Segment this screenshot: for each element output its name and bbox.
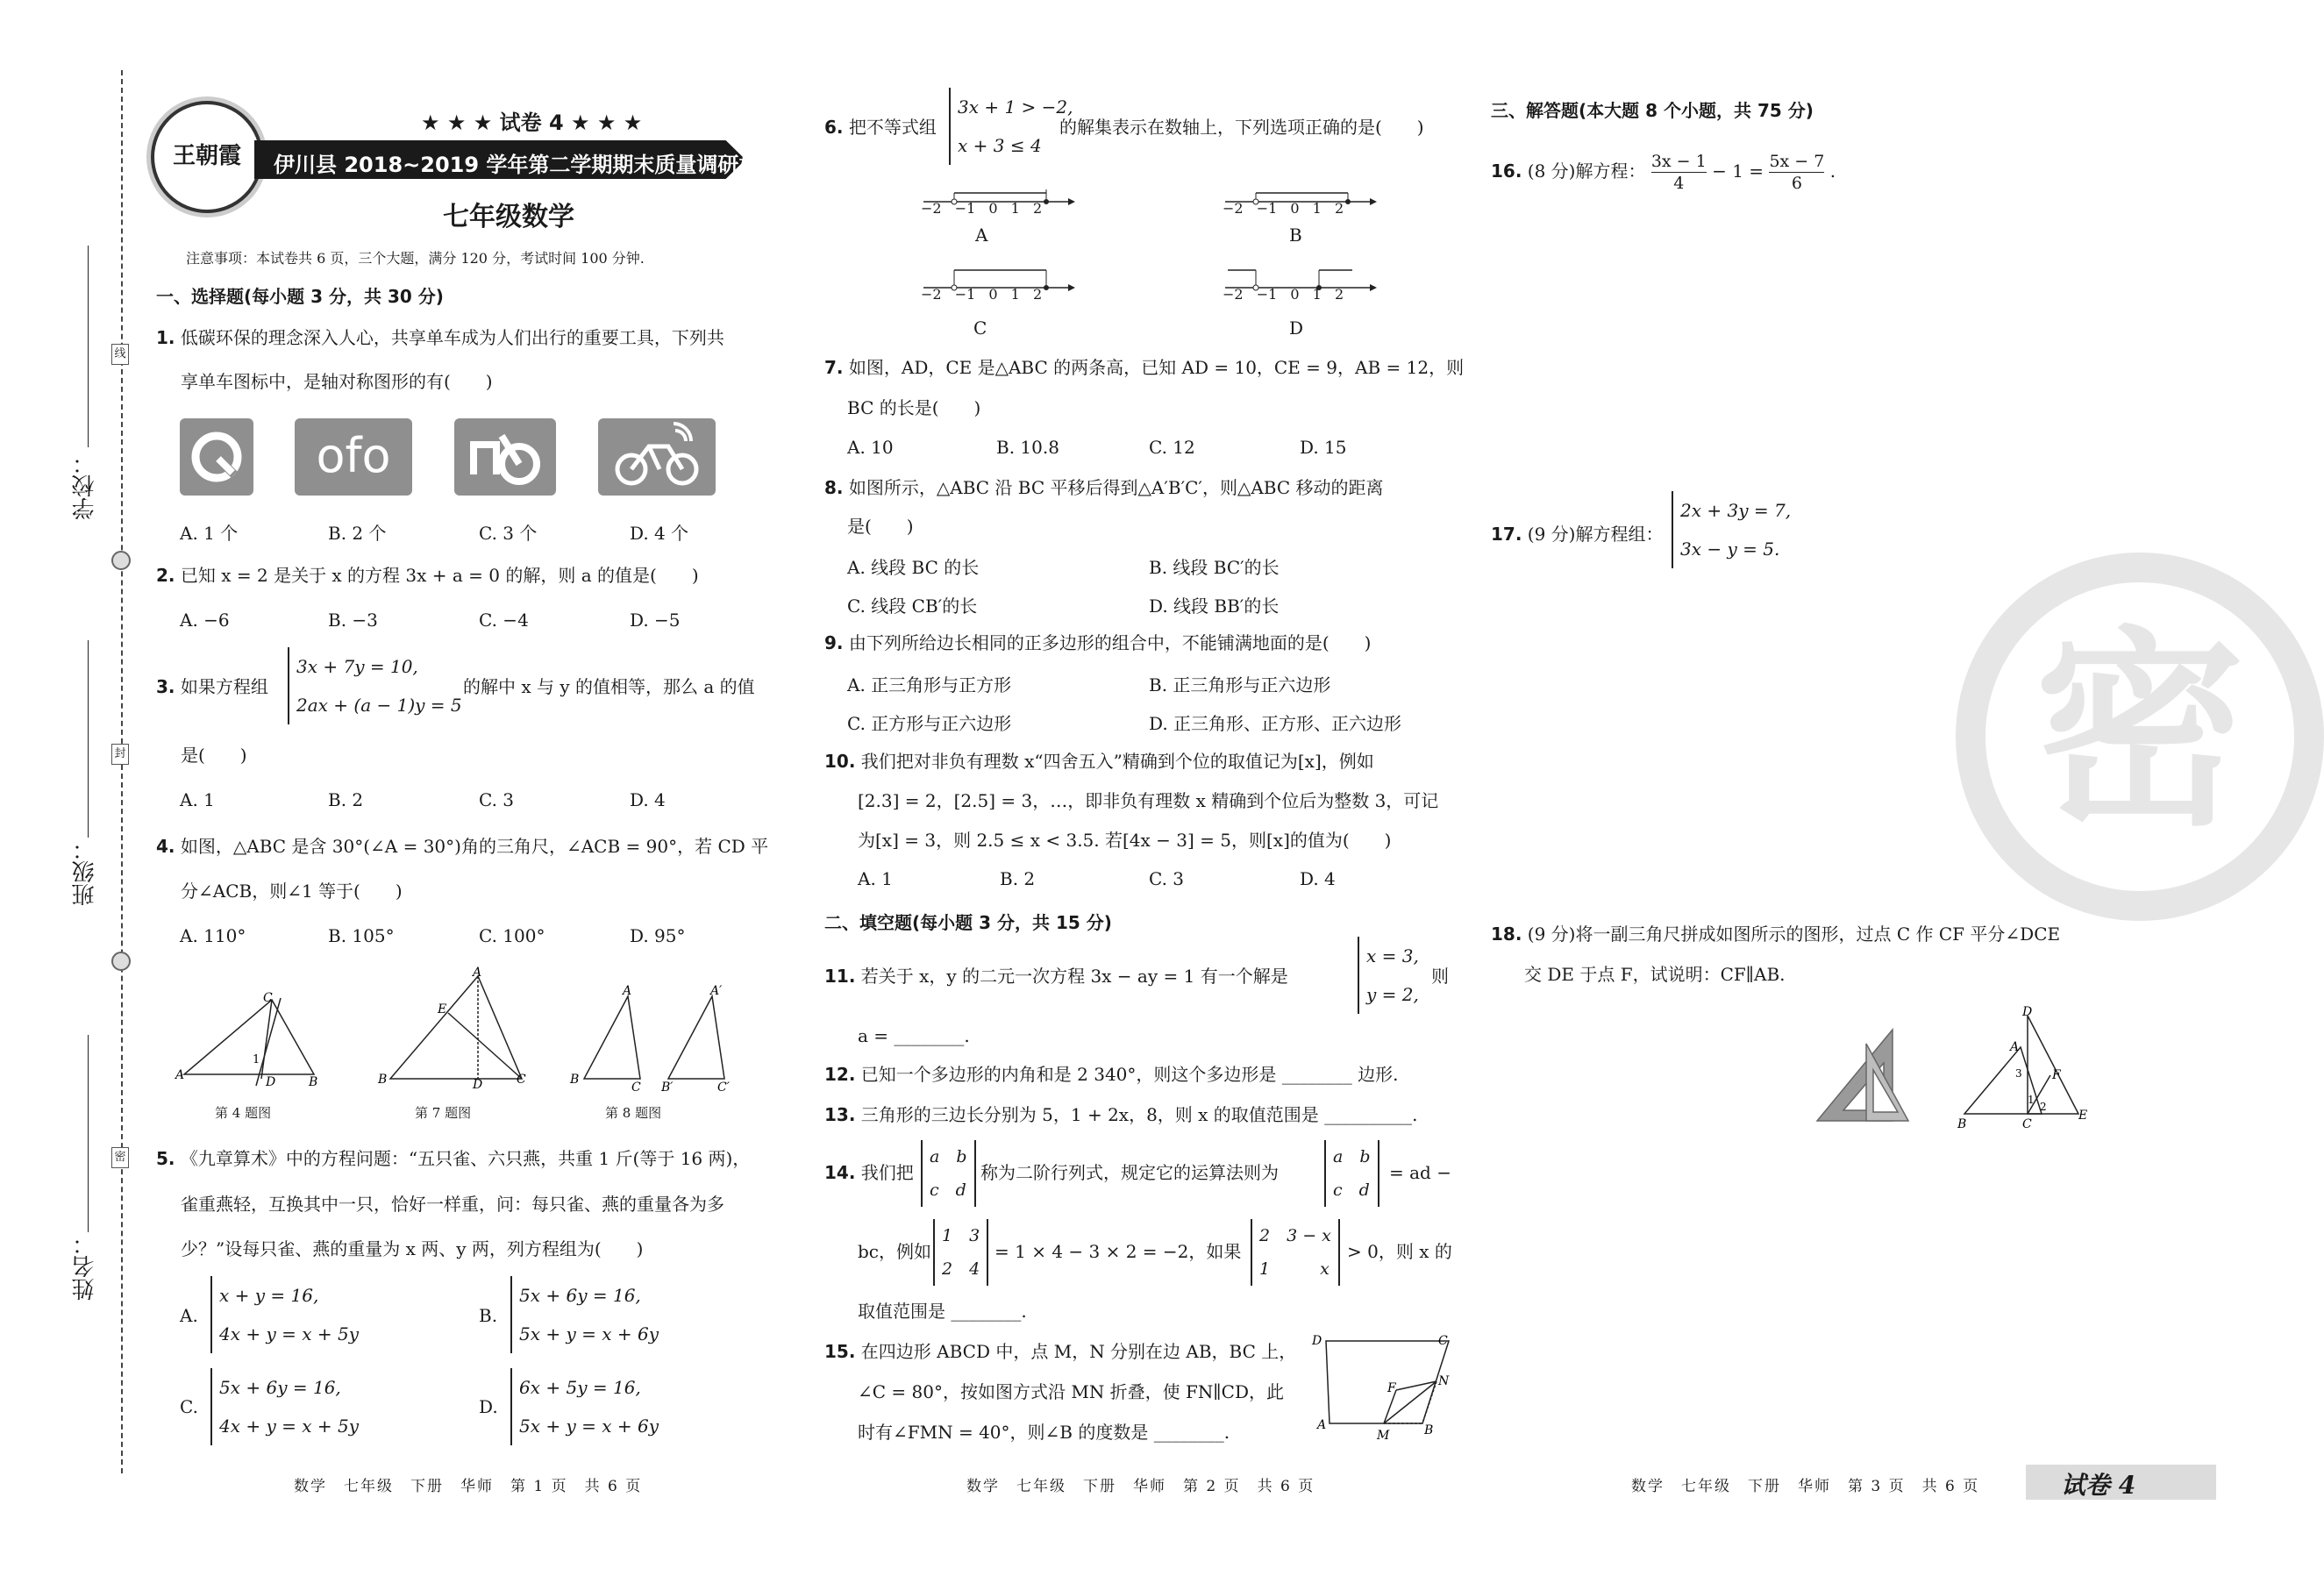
footer-page-2: 数学 七年级 下册 华师 第 2 页 共 6 页 — [966, 1478, 1315, 1495]
svg-text:F: F — [1387, 1381, 1396, 1395]
q6-post: 的解集表示在数轴上，下列选项正确的是( ) — [1059, 117, 1424, 138]
q6-option-c[interactable]: C — [973, 317, 987, 339]
q8-line2: 是( ) — [847, 516, 914, 537]
svg-text:C′: C′ — [717, 1080, 730, 1095]
q11-post: 则 — [1431, 966, 1449, 987]
q2-option-c[interactable]: C. −4 — [479, 610, 529, 631]
svg-text:C: C — [517, 1073, 526, 1087]
q15-line3: 时有∠FMN = 40°，则∠B 的度数是 ________. — [858, 1422, 1230, 1443]
svg-text:A: A — [175, 1068, 185, 1082]
seal-mark-xian: 线 — [111, 344, 129, 365]
q4-option-c[interactable]: C. 100° — [479, 925, 545, 946]
q8-line1: 8. 如图所示，△ABC 沿 BC 平移后得到△A′B′C′，则△ABC 移动的距离 — [824, 477, 1384, 498]
figure-q18-triangles — [1814, 1024, 1914, 1125]
q6-system: 3x + 1 > −2, x + 3 ≤ 4 — [949, 88, 1073, 165]
q5-line3: 少？”设每只雀、燕的重量为 x 两、y 两，列方程组为( ) — [181, 1238, 644, 1259]
q18-line2: 交 DE 于点 F，试说明：CF∥AB. — [1524, 964, 1786, 985]
q7-option-b[interactable]: B. 10.8 — [996, 437, 1059, 458]
q6-ticks-d: −2 −1 0 1 2 — [1223, 286, 1344, 303]
svg-text:D: D — [266, 1075, 276, 1089]
q17-pre: 17. (9 分)解方程组： — [1491, 524, 1664, 545]
q1-icon-c — [454, 418, 556, 496]
watermark-text: 密 — [2034, 609, 2245, 854]
footer-page-3: 数学 七年级 下册 华师 第 3 页 共 6 页 — [1631, 1478, 1980, 1495]
q1-option-d[interactable]: D. 4 个 — [630, 523, 689, 544]
q14-p3: = ad − — [1389, 1162, 1451, 1183]
svg-text:M: M — [1377, 1429, 1390, 1443]
school-field[interactable] — [88, 246, 89, 447]
q2-option-b[interactable]: B. −3 — [328, 610, 378, 631]
q1-line1: 1. 低碳环保的理念深入人心，共享单车成为人们出行的重要工具，下列共 — [156, 327, 724, 348]
q9-option-b[interactable]: B. 正三角形与正六边形 — [1149, 674, 1331, 695]
binding-dashed-line — [121, 70, 123, 1473]
brand-name: 王朝霞 — [172, 143, 241, 169]
q8-option-a[interactable]: A. 线段 BC 的长 — [847, 557, 980, 578]
class-field[interactable] — [88, 640, 89, 838]
svg-text:C: C — [2022, 1117, 2032, 1131]
figure-q8 — [570, 982, 737, 1095]
figure-q4-caption: 第 4 题图 — [215, 1105, 272, 1121]
q7-line2: BC 的长是( ) — [847, 397, 981, 418]
q14-matrix-1: a b c d — [921, 1140, 976, 1207]
q5-option-b[interactable]: 5x + 6y = 16, 5x + y = x + 6y — [510, 1276, 659, 1353]
seal-mark-mi: 密 — [111, 1147, 129, 1168]
q1-icon-d — [598, 418, 716, 496]
q6-pre: 6. 把不等式组 — [824, 117, 937, 138]
q5-line2: 雀重燕轻，互换其中一只，恰好一样重，问：每只雀、燕的重量各为多 — [181, 1194, 724, 1215]
q6-option-d[interactable]: D — [1289, 317, 1304, 339]
svg-text:1: 1 — [2028, 1094, 2035, 1106]
svg-text:A: A — [473, 966, 482, 980]
subject-title: 七年级数学 — [443, 202, 574, 232]
q10-line2: [2.3] = 2，[2.5] = 3，…，即非负有理数 x 精确到个位后为整数 3，可记 — [858, 790, 1439, 811]
svg-text:1: 1 — [253, 1053, 260, 1066]
q14-matrix-3: 1 3 2 4 — [933, 1219, 988, 1286]
q5-option-a-label[interactable]: A. — [180, 1305, 198, 1326]
q7-line1: 7. 如图，AD，CE 是△ABC 的两条高，已知 AD = 10，CE = 9，AB = 12，则 — [824, 357, 1465, 378]
binding-hole-icon — [111, 952, 131, 971]
svg-text:E: E — [438, 1002, 447, 1016]
q17-system: 2x + 3y = 7, 3x − y = 5. — [1672, 491, 1791, 568]
name-field[interactable] — [88, 1035, 89, 1232]
q14-p1: 14. 我们把 — [824, 1162, 914, 1183]
svg-text:N: N — [1438, 1374, 1450, 1388]
q3-pre: 3. 如果方程组 — [156, 676, 268, 697]
q9-option-c[interactable]: C. 正方形与正六边形 — [847, 713, 1012, 734]
figure-q15 — [1307, 1329, 1456, 1447]
watermark-seal — [1956, 553, 2324, 921]
brand-logo — [151, 101, 263, 213]
q18-line1: 18. (9 分)将一副三角尺拼成如图所示的图形，过点 C 作 CF 平分∠DCE — [1491, 924, 2061, 945]
q3-option-c[interactable]: C. 3 — [479, 789, 515, 810]
q6-ticks-c: −2 −1 0 1 2 — [921, 286, 1043, 303]
footer-tag: 试卷 4 — [2061, 1471, 2136, 1500]
svg-text:A′: A′ — [710, 984, 723, 998]
footer-page-1: 数学 七年级 下册 华师 第 1 页 共 6 页 — [294, 1478, 643, 1495]
q2-option-d[interactable]: D. −5 — [630, 610, 681, 631]
q15-line2: ∠C = 80°，按如图方式沿 MN 折叠，使 FN∥CD，此 — [858, 1381, 1284, 1402]
svg-text:F: F — [2052, 1068, 2061, 1082]
q14-matrix-2: a b c d — [1324, 1140, 1379, 1207]
q1-icon-a — [180, 418, 253, 496]
q1-option-c[interactable]: C. 3 个 — [479, 523, 538, 544]
q8-option-d[interactable]: D. 线段 BB′的长 — [1149, 596, 1280, 617]
binding-hole-icon — [111, 551, 131, 570]
q1-option-b[interactable]: B. 2 个 — [328, 523, 387, 544]
q5-option-a[interactable]: x + y = 16, 4x + y = x + 5y — [210, 1276, 359, 1353]
q10-line1: 10. 我们把对非负有理数 x“四舍五入”精确到个位的取值记为[x]，例如 — [824, 751, 1374, 772]
svg-text:D: D — [1312, 1334, 1322, 1348]
svg-text:C: C — [631, 1080, 641, 1095]
svg-text:B′: B′ — [661, 1080, 674, 1095]
notice: 注意事项：本试卷共 6 页，三个大题，满分 120 分，考试时间 100 分钟. — [186, 250, 645, 267]
q9-option-a[interactable]: A. 正三角形与正方形 — [847, 674, 1012, 695]
q1-option-a[interactable]: A. 1 个 — [180, 523, 239, 544]
name-label: 姓名： — [72, 1232, 98, 1301]
figure-q8-caption: 第 8 题图 — [605, 1105, 662, 1121]
figure-q18 — [1954, 1005, 2088, 1131]
q10-option-a[interactable]: A. 1 — [858, 868, 893, 889]
svg-text:A: A — [2010, 1040, 2020, 1054]
q4-line2: 分∠ACB，则∠1 等于( ) — [181, 881, 403, 902]
q5-option-d[interactable]: 6x + 5y = 16, 5x + y = x + 6y — [510, 1368, 659, 1445]
q14-line3: 取值范围是 ________. — [858, 1301, 1027, 1322]
q4-option-d[interactable]: D. 95° — [630, 925, 686, 946]
q2-option-a[interactable]: A. −6 — [180, 610, 230, 631]
q10-line3: 为[x] = 3，则 2.5 ≤ x < 3.5. 若[4x − 3] = 5，则[x]的值为( ) — [858, 830, 1392, 851]
q9-option-d[interactable]: D. 正三角形、正方形、正六边形 — [1149, 713, 1402, 734]
q7-option-c[interactable]: C. 12 — [1149, 437, 1195, 458]
q4-line1: 4. 如图，△ABC 是含 30°(∠A = 30°)角的三角尺，∠ACB = 90°，若 CD 平 — [156, 836, 769, 857]
q10-option-b[interactable]: B. 2 — [1000, 868, 1036, 889]
svg-text:D: D — [473, 1078, 483, 1092]
q10-option-c[interactable]: C. 3 — [1149, 868, 1185, 889]
seal-mark-feng: 封 — [111, 744, 129, 765]
q16-fraction-2: $\frac{5x - 7}{6}$ — [1769, 152, 1825, 193]
svg-text:D: D — [2022, 1005, 2033, 1019]
q14-p4: bc，例如 — [858, 1241, 932, 1262]
q1-icon-b — [295, 418, 412, 496]
svg-text:2: 2 — [2040, 1101, 2047, 1113]
q16-fraction-1: $\frac{3x - 1}{4}$ — [1650, 152, 1707, 193]
q10-option-d[interactable]: D. 4 — [1300, 868, 1336, 889]
q11-system: x = 3, y = 2, — [1358, 937, 1419, 1014]
svg-text:B: B — [570, 1073, 580, 1087]
q4-option-b[interactable]: B. 105° — [328, 925, 395, 946]
q15-line1: 15. 在四边形 ABCD 中，点 M，N 分别在边 AB，BC 上， — [824, 1341, 1297, 1362]
q5-option-b-label[interactable]: B. — [479, 1305, 498, 1326]
stars-label: ★ ★ ★ 试卷 4 ★ ★ ★ — [421, 111, 643, 135]
q6-ticks-b: −2 −1 0 1 2 — [1223, 200, 1344, 217]
section-1-title: 一、选择题(每小题 3 分，共 30 分) — [156, 286, 444, 307]
q3-line2: 是( ) — [181, 745, 247, 766]
svg-text:B: B — [309, 1075, 318, 1089]
svg-text:C: C — [263, 991, 273, 1005]
q5-option-c[interactable]: 5x + 6y = 16, 4x + y = x + 5y — [210, 1368, 359, 1445]
svg-text:B: B — [1424, 1423, 1434, 1437]
q2-text: 2. 已知 x = 2 是关于 x 的方程 3x + a = 0 的解，则 a 的值是( ) — [156, 565, 699, 586]
q6-ticks-a: −2 −1 0 1 2 — [921, 200, 1043, 217]
q3-option-d[interactable]: D. 4 — [630, 789, 666, 810]
q14-p6: > 0，则 x 的 — [1347, 1241, 1452, 1262]
q16-text: 16. (8 分)解方程： $\frac{3x - 1}{4}$ − 1 = $\frac{5x - 7}{6}$ . — [1491, 152, 1836, 193]
q1-line2: 享单车图标中，是轴对称图形的有( ) — [181, 371, 493, 392]
q6-option-b[interactable]: B — [1289, 225, 1302, 246]
q6-option-a[interactable]: A — [975, 225, 988, 246]
q11-pre: 11. 若关于 x，y 的二元一次方程 3x − ay = 1 有一个解是 — [824, 966, 1288, 987]
class-label: 班级： — [72, 838, 98, 906]
q5-option-c-label[interactable]: C. — [180, 1396, 198, 1417]
q3-post: 的解中 x 与 y 的值相等，那么 a 的值 — [463, 676, 755, 697]
q9-text: 9. 由下列所给边长相同的正多边形的组合中，不能铺满地面的是( ) — [824, 632, 1372, 653]
svg-text:3: 3 — [2015, 1067, 2022, 1080]
section-3-title: 三、解答题(本大题 8 个小题，共 75 分) — [1491, 100, 1814, 121]
q7-option-a[interactable]: A. 10 — [847, 437, 894, 458]
q3-system: 3x + 7y = 10, 2ax + (a − 1)y = 5 — [288, 647, 462, 724]
figure-q7-caption: 第 7 题图 — [415, 1105, 472, 1121]
q7-option-d[interactable]: D. 15 — [1300, 437, 1347, 458]
q3-option-a[interactable]: A. 1 — [180, 789, 215, 810]
q5-option-d-label[interactable]: D. — [479, 1396, 498, 1417]
svg-text:C: C — [1438, 1334, 1448, 1348]
q14-p2: 称为二阶行列式，规定它的运算法则为 — [980, 1162, 1279, 1183]
q12-text: 12. 已知一个多边形的内角和是 2 340°，则这个多边形是 ________ 边形. — [824, 1064, 1399, 1085]
section-2-title: 二、填空题(每小题 3 分，共 15 分) — [824, 912, 1112, 933]
q14-p5: = 1 × 4 − 3 × 2 = −2，如果 — [994, 1241, 1242, 1262]
q13-text: 13. 三角形的三边长分别为 5，1 + 2x，8，则 x 的取值范围是 __________. — [824, 1104, 1418, 1125]
svg-text:A: A — [1317, 1418, 1327, 1432]
svg-text:B: B — [1957, 1117, 1967, 1131]
school-label: 学校： — [72, 452, 98, 520]
svg-text:B: B — [378, 1073, 388, 1087]
exam-title: 伊川县 2018~2019 学年第二学期期末质量调研检测试卷 — [274, 153, 823, 177]
q1-icon-b-text: ofo — [316, 428, 391, 483]
svg-text:A: A — [623, 984, 632, 998]
svg-text:E: E — [2078, 1109, 2088, 1123]
q3-option-b[interactable]: B. 2 — [328, 789, 364, 810]
q4-option-a[interactable]: A. 110° — [180, 925, 246, 946]
q14-matrix-4: 2 3 − x 1 x — [1251, 1219, 1340, 1286]
q8-option-c[interactable]: C. 线段 CB′的长 — [847, 596, 978, 617]
q5-line1: 5. 《九章算术》中的方程问题：“五只雀、六只燕，共重 1 斤(等于 16 两)， — [156, 1148, 751, 1169]
figure-q4 — [175, 991, 324, 1088]
q11-line2: a = ________. — [858, 1025, 970, 1046]
figure-q7 — [373, 966, 531, 1092]
q8-option-b[interactable]: B. 线段 BC′的长 — [1149, 557, 1280, 578]
